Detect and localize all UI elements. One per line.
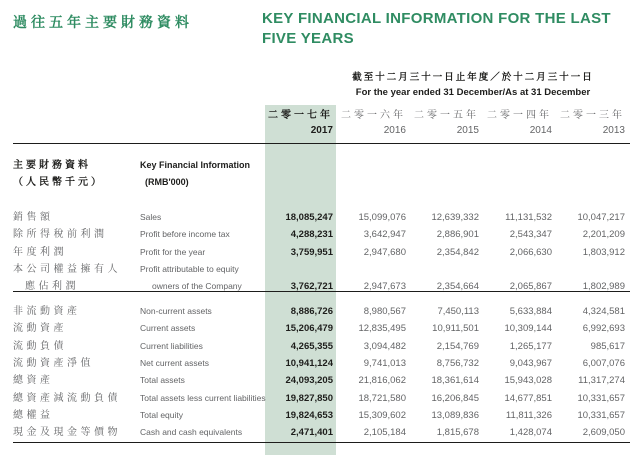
value-cell: 1,815,678 <box>436 427 479 439</box>
row-label-english: Current assets <box>140 323 196 334</box>
value-cell: 8,980,567 <box>363 306 406 318</box>
year-numbers-row <box>13 124 630 141</box>
year-label-chinese: 二零一五年 <box>414 110 479 121</box>
row-label-english: owners of the Company <box>152 281 242 292</box>
value-cell: 12,639,332 <box>431 212 479 224</box>
value-cell: 4,324,581 <box>582 306 625 318</box>
table-row <box>13 226 630 243</box>
value-cell: 24,093,205 <box>285 375 333 387</box>
value-cell: 985,617 <box>590 340 625 352</box>
value-cell: 2,609,050 <box>582 427 625 439</box>
value-cell: 2,066,630 <box>509 246 552 258</box>
row-label-english: Profit before income tax <box>140 229 230 240</box>
year-header <box>13 105 630 141</box>
financial-table <box>13 105 630 443</box>
year-label: 2013 <box>602 125 625 136</box>
value-cell: 10,911,501 <box>432 323 479 335</box>
page-title-chinese: 過往五年主要財務資料 <box>13 14 193 30</box>
value-cell: 3,759,951 <box>290 246 333 258</box>
table-caption-unit-chinese: （人民幣千元） <box>13 177 104 189</box>
value-cell: 21,816,062 <box>358 375 406 387</box>
value-cell: 18,085,247 <box>285 212 333 224</box>
row-label-chinese: 流動資產 <box>13 323 67 335</box>
row-label-chinese: 流動負債 <box>13 340 67 352</box>
row-label-english: Total equity <box>140 409 183 420</box>
value-cell: 11,317,274 <box>578 375 625 387</box>
value-cell: 2,354,842 <box>436 246 479 258</box>
row-label-chinese: 年度利潤 <box>13 246 67 258</box>
value-cell: 18,361,614 <box>431 375 479 387</box>
value-cell: 8,886,726 <box>290 306 333 318</box>
value-cell: 4,288,231 <box>290 229 333 241</box>
table-caption-unit-row <box>13 174 630 191</box>
value-cell: 10,331,657 <box>577 392 625 404</box>
year-label-chinese: 二零一三年 <box>560 110 625 121</box>
value-cell: 5,633,884 <box>509 306 552 318</box>
value-cell: 3,642,947 <box>363 229 406 241</box>
row-label-chinese: 銷售額 <box>13 212 54 224</box>
value-cell: 18,721,580 <box>358 392 406 404</box>
row-label-chinese: 總權益 <box>13 409 54 421</box>
row-label-chinese: 現金及現金等價物 <box>13 427 121 439</box>
row-label-english: Current liabilities <box>140 340 203 351</box>
period-label-english: For the year ended 31 December/As at 31 December <box>355 87 591 98</box>
value-cell: 9,043,967 <box>509 357 552 369</box>
row-label-chinese: 非流動資產 <box>13 306 81 318</box>
value-cell: 13,089,836 <box>431 409 479 421</box>
row-label-english: Total assets less current liabilities <box>140 392 266 403</box>
value-cell: 6,992,693 <box>582 323 625 335</box>
table-row <box>13 355 630 372</box>
table-caption-unit-english: (RMB'000) <box>145 177 189 188</box>
value-cell: 11,811,326 <box>505 409 552 421</box>
year-label-chinese: 二零一六年 <box>341 110 406 121</box>
income-statement-section <box>13 209 630 295</box>
value-cell: 4,265,355 <box>290 340 333 352</box>
table-row <box>13 390 630 407</box>
row-label-chinese: 總資產減流動負債 <box>13 392 121 404</box>
value-cell: 2,947,673 <box>363 281 406 293</box>
row-label-english: Non-current assets <box>140 306 212 317</box>
value-cell: 1,802,989 <box>582 281 625 293</box>
value-cell: 15,943,028 <box>504 375 552 387</box>
table-rule-bottom <box>13 442 630 443</box>
value-cell: 12,835,495 <box>358 323 406 335</box>
value-cell: 1,265,177 <box>509 340 552 352</box>
value-cell: 14,677,851 <box>504 392 552 404</box>
row-label-english: Cash and cash equivalents <box>140 427 243 438</box>
table-row <box>13 261 630 278</box>
row-label-chinese: 本公司權益擁有人 <box>13 263 121 275</box>
value-cell: 10,331,657 <box>577 409 625 421</box>
year-label: 2014 <box>529 125 552 136</box>
page-title-english: KEY FINANCIAL INFORMATION FOR THE LAST FIVE YEARS <box>262 10 611 47</box>
table-row <box>13 209 630 226</box>
year-label: 2016 <box>383 125 406 136</box>
table-row <box>13 424 630 441</box>
value-cell: 2,886,901 <box>436 229 479 241</box>
value-cell: 2,354,664 <box>436 281 479 293</box>
row-label-english: Sales <box>140 212 162 223</box>
value-cell: 1,803,912 <box>582 246 625 258</box>
value-cell: 19,827,850 <box>285 392 333 404</box>
value-cell: 3,094,482 <box>363 340 406 352</box>
year-names-row <box>13 105 630 124</box>
period-label-chinese: 截至十二月三十一日止年度／於十二月三十一日 <box>352 72 594 83</box>
row-label-chinese: 除所得稅前利潤 <box>13 229 108 241</box>
row-label-english: Profit for the year <box>140 246 206 257</box>
value-cell: 3,762,721 <box>290 281 333 293</box>
value-cell: 2,543,347 <box>509 229 552 241</box>
value-cell: 10,941,124 <box>285 357 333 369</box>
table-row-continued <box>13 278 630 295</box>
value-cell: 11,131,532 <box>505 212 552 224</box>
value-cell: 9,741,013 <box>363 357 406 369</box>
table-caption-chinese: 主要財務資料 <box>13 160 91 171</box>
table-row <box>13 372 630 389</box>
value-cell: 10,047,217 <box>577 212 625 224</box>
table-row <box>13 338 630 355</box>
row-label-english: Total assets <box>140 375 185 386</box>
table-row <box>13 244 630 261</box>
value-cell: 2,947,680 <box>363 246 406 258</box>
value-cell: 2,105,184 <box>363 427 406 439</box>
value-cell: 2,065,867 <box>509 281 552 293</box>
year-label: 2017 <box>310 125 333 136</box>
value-cell: 1,428,074 <box>509 427 552 439</box>
period-header <box>330 69 616 98</box>
value-cell: 8,756,732 <box>436 357 479 369</box>
row-label-english: Net current assets <box>140 357 209 368</box>
value-cell: 16,206,845 <box>431 392 479 404</box>
row-label-chinese: 應佔利潤 <box>25 281 79 293</box>
table-row <box>13 320 630 337</box>
table-row <box>13 303 630 320</box>
table-row <box>13 407 630 424</box>
value-cell: 15,309,602 <box>358 409 406 421</box>
year-label: 2015 <box>456 125 479 136</box>
value-cell: 19,824,653 <box>285 409 333 421</box>
year-label-chinese: 二零一四年 <box>487 110 552 121</box>
value-cell: 2,201,209 <box>582 229 625 241</box>
value-cell: 10,309,144 <box>504 323 552 335</box>
table-caption-row <box>13 157 630 174</box>
value-cell: 15,206,479 <box>285 323 333 335</box>
value-cell: 15,099,076 <box>358 212 406 224</box>
row-label-chinese: 流動資產淨值 <box>13 357 94 369</box>
value-cell: 2,471,401 <box>290 427 333 439</box>
row-label-english: Profit attributable to equity <box>140 263 239 274</box>
table-rule-middle <box>13 291 630 292</box>
table-rule-top <box>13 143 630 144</box>
balance-sheet-section <box>13 303 630 441</box>
value-cell: 7,450,113 <box>437 306 479 318</box>
value-cell: 6,007,076 <box>582 357 625 369</box>
value-cell: 2,154,769 <box>436 340 479 352</box>
row-label-chinese: 總資產 <box>13 375 54 387</box>
table-caption-english: Key Financial Information <box>140 160 251 170</box>
year-label-chinese: 二零一七年 <box>268 110 333 121</box>
